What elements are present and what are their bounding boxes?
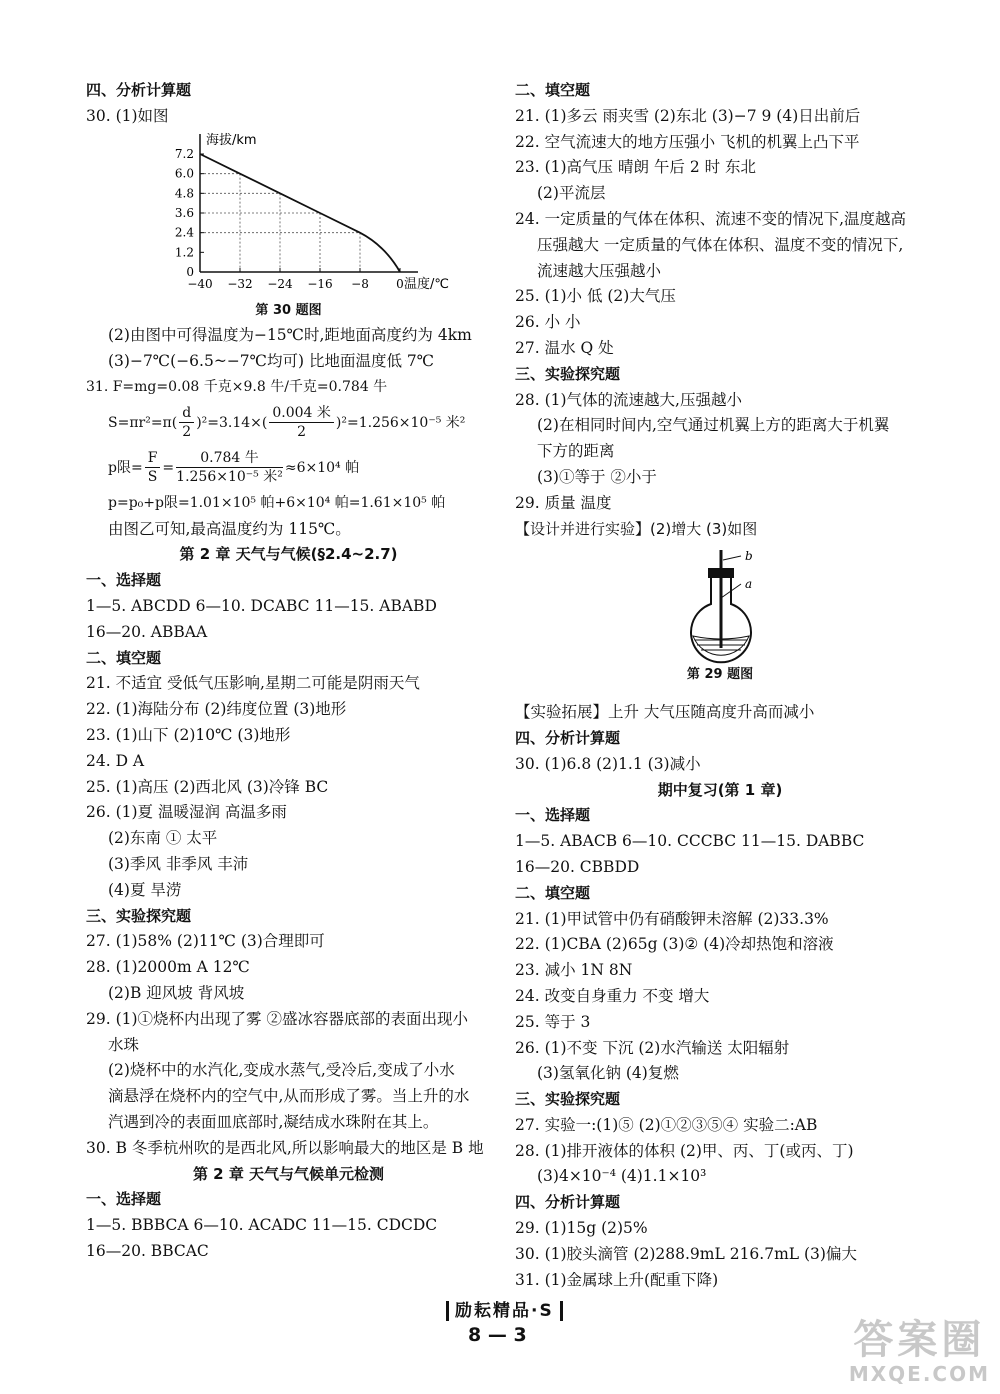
page-number: 8 — 3 [468, 1324, 527, 1346]
answer-line: 22. (1)CBA (2)65g (3)② (4)冷却热饱和溶液 [515, 935, 834, 954]
figure-30-chart [86, 130, 491, 298]
y-tick-label: 6.0 [174, 166, 194, 181]
watermark-text: 答案圈 [853, 1317, 986, 1363]
answer-line: 26. 小 小 [515, 313, 581, 332]
answer-line: 29. (1)15g (2)5% [515, 1219, 648, 1238]
formula-pressure [86, 445, 491, 491]
figure-caption: 第 30 题图 [255, 302, 322, 318]
answer-line: 26. (1)夏 温暖湿润 高温多雨 [86, 803, 287, 822]
answer-line: 21. (1)甲试管中仍有硝酸钾未溶解 (2)33.3% [515, 909, 829, 928]
section-heading: 二、填空题 [86, 648, 162, 667]
answer-line: (3)4×10⁻⁴ (4)1.1×10³ [537, 1167, 707, 1186]
x-tick-label: −8 [351, 276, 369, 291]
answer-line: 23. (1)山下 (2)10℃ (3)地形 [86, 725, 291, 744]
fraction [179, 404, 194, 441]
answer-line: 【实验拓展】上升 大气压随高度升高而减小 [515, 703, 815, 722]
answer-line: 滴悬浮在烧杯内的空气中,从而形成了雾。当上升的水 [108, 1087, 470, 1106]
section-heading: 一、选择题 [86, 1190, 162, 1209]
section-heading: 三、实验探究题 [515, 1090, 621, 1109]
answer-line: 21. 不适宜 受低气压影响,星期二可能是阴雨天气 [86, 674, 420, 693]
chapter-heading: 期中复习(第 1 章) [657, 780, 783, 799]
answer-line: 28. (1)排开液体的体积 (2)甲、丙、丁(或丙、丁) [515, 1141, 854, 1160]
answer-line: 23. 减小 1N 8N [515, 961, 633, 980]
formula-line: p=p₀+p限=1.01×10⁵ 帕+6×10⁴ 帕=1.61×10⁵ 帕 [108, 494, 446, 511]
y-tick-label: 3.6 [174, 205, 194, 220]
answer-line: (2)平流层 [537, 184, 606, 203]
answer-line: 16—20. BBCAC [86, 1241, 209, 1260]
fraction-numerator: 0.784 牛 [176, 449, 283, 468]
formula-text: ≈6×10⁴ 帕 [284, 459, 360, 476]
answer-line: 28. (1)2000m A 12℃ [86, 958, 250, 977]
fraction-numerator: d [179, 404, 194, 423]
section-heading: 四、分析计算题 [515, 728, 621, 747]
answer-line: 1—5. ABACB 6—10. CCCBC 11—15. DABBC [515, 832, 865, 851]
answer-line: (2)在相同时间内,空气通过机翼上方的距离大于机翼 [537, 416, 890, 435]
section-heading: 一、选择题 [86, 571, 162, 590]
answer-line: (4)夏 旱涝 [108, 880, 182, 899]
fraction [269, 404, 334, 441]
answer-line: 16—20. CBBDD [515, 857, 640, 876]
altitude-temperature-chart [156, 130, 456, 298]
section-heading: 一、选择题 [515, 806, 591, 825]
answer-line: 30. (1)胶头滴管 (2)288.9mL 216.7mL (3)偏大 [515, 1244, 857, 1263]
y-axis-label: 海拔/km [206, 132, 257, 148]
answer-line: 24. 改变自身重力 不变 增大 [515, 986, 710, 1005]
answer-line: 29. 质量 温度 [515, 493, 612, 512]
fraction-numerator: F [145, 449, 161, 468]
y-tick-label: 2.4 [174, 225, 194, 240]
y-tick-label: 4.8 [174, 185, 194, 200]
fraction [176, 449, 283, 486]
answer-line: 下方的距离 [537, 442, 615, 461]
answer-line: 16—20. ABBAA [86, 622, 208, 641]
y-tick-label: 1.2 [174, 244, 194, 259]
formula-text: = [162, 459, 175, 476]
answer-line: 31. (1)金属球上升(配重下降) [515, 1270, 719, 1289]
answer-line: (2)B 迎风坡 背风坡 [108, 983, 245, 1002]
formula-area [86, 401, 491, 445]
pointer-b [723, 556, 741, 560]
section-heading: 四、分析计算题 [86, 81, 192, 99]
x-axis-label: 温度/℃ [404, 276, 449, 292]
answer-line: 24. 一定质量的气体在体积、流速不变的情况下,温度越高 [515, 209, 907, 228]
formula-text: )²=3.14×( [196, 414, 268, 431]
answer-line: 24. D A [86, 751, 145, 770]
label-b: b [745, 549, 753, 564]
answer-line: 30. (1)6.8 (2)1.1 (3)减小 [515, 754, 701, 773]
label-a: a [745, 577, 753, 592]
answer-line: 29. (1)①烧杯内出现了雾 ②盛冰容器底部的表面出现小 [86, 1009, 468, 1028]
answer-line: 25. (1)小 低 (2)大气压 [515, 287, 676, 306]
section-heading: 三、实验探究题 [515, 364, 621, 383]
answer-line: 【设计并进行实验】(2)增大 (3)如图 [515, 519, 758, 538]
answer-line: 27. (1)58% (2)11℃ (3)合理即可 [86, 932, 325, 951]
formula-text: p限= [108, 459, 143, 476]
answer-line: 1—5. ABCDD 6—10. DCABC 11—15. ABABD [86, 596, 437, 615]
x-tick-label: 0 [396, 276, 404, 291]
x-tick-label: −40 [187, 276, 213, 291]
x-tick-label: −16 [307, 276, 333, 291]
formula-line: 31. F=mg=0.08 千克×9.8 牛/千克=0.784 牛 [86, 378, 388, 395]
fraction-denominator: 2 [297, 424, 307, 441]
right-column [515, 78, 925, 1293]
answer-line: 27. 实验一:(1)⑤ (2)①②③⑤④ 实验二:AB [515, 1115, 818, 1134]
left-column [86, 78, 491, 1265]
fraction-denominator: 2 [182, 424, 192, 441]
section-heading: 二、填空题 [515, 81, 591, 99]
answer-line: 1—5. BBBCA 6—10. ACADC 11—15. CDCDC [86, 1216, 438, 1235]
x-tick-label: −32 [227, 276, 253, 291]
answer-line: 30. (1)如图 [86, 106, 169, 125]
answer-line: (2)烧杯中的水汽化,变成水蒸气,受冷后,变成了小水 [108, 1061, 455, 1080]
fraction-denominator: S [147, 469, 158, 486]
answer-line: (2)由图中可得温度为−15℃时,距地面高度约为 4km [108, 326, 472, 345]
answer-line: 23. (1)高气压 晴朗 午后 2 时 东北 [515, 158, 757, 177]
answer-line: 22. 空气流速大的地方压强小 飞机的机翼上凸下平 [515, 132, 860, 151]
fraction-denominator: 1.256×10⁻⁵ 米² [176, 469, 283, 486]
watermark-url: MXQE.COM [848, 1362, 990, 1386]
answer-line: (3)氢氧化钠 (4)复燃 [537, 1064, 679, 1083]
answer-line: 22. (1)海陆分布 (2)纬度位置 (3)地形 [86, 700, 347, 719]
answer-line: 压强越大 一定质量的气体在体积、温度不变的情况下, [537, 235, 904, 254]
section-heading: 四、分析计算题 [515, 1193, 621, 1212]
flask-diagram [661, 546, 781, 664]
figure-caption: 第 29 题图 [686, 667, 754, 683]
section-heading: 三、实验探究题 [86, 906, 192, 925]
answer-line: 流速越大压强越小 [537, 261, 662, 280]
y-tick-label: 7.2 [174, 146, 194, 161]
chapter-heading: 第 2 章 天气与气候(§2.4~2.7) [179, 545, 398, 564]
watermark-logo [849, 1318, 990, 1386]
formula-text: )²=1.256×10⁻⁵ 米² [335, 414, 466, 431]
x-tick-label: −24 [267, 276, 293, 291]
answer-line: 27. 温水 Q 处 [515, 338, 614, 357]
section-heading: 二、填空题 [515, 883, 591, 902]
answer-line: (2)东南 ① 太平 [108, 829, 218, 848]
fraction-numerator: 0.004 米 [269, 404, 334, 423]
answer-line: 30. B 冬季杭州吹的是西北风,所以影响最大的地区是 B 地 [86, 1138, 484, 1157]
answer-line: (3)①等于 ②小于 [537, 467, 657, 486]
answer-line: 25. (1)高压 (2)西北风 (3)冷锋 BC [86, 777, 329, 796]
figure-29-flask [515, 542, 925, 662]
chapter-heading: 第 2 章 天气与气候单元检测 [192, 1164, 385, 1183]
answer-line: 26. (1)不变 下沉 (2)水汽输送 太阳辐射 [515, 1038, 790, 1057]
answer-line: (3)季风 非季风 丰沛 [108, 854, 249, 873]
answer-line: 由图乙可知,最高温度约为 115℃。 [108, 519, 351, 538]
answer-line: (3)−7℃(−6.5~−7℃均可) 比地面温度低 7℃ [108, 352, 435, 371]
answer-line: 水珠 [108, 1035, 140, 1054]
answer-line: 25. 等于 3 [515, 1012, 591, 1031]
fraction [145, 449, 161, 486]
answer-line: 21. (1)多云 雨夹雪 (2)东北 (3)−7 9 (4)日出前后 [515, 106, 861, 125]
answer-line: 汽遇到冷的表面皿底部时,凝结成水珠附在其上。 [108, 1112, 439, 1131]
y-tick-label: 0 [186, 264, 194, 279]
answer-line: 28. (1)气体的流速越大,压强越小 [515, 390, 742, 409]
footer-brand: 励耘精品·S [440, 1296, 569, 1321]
formula-text: S=πr²=π( [108, 414, 178, 431]
